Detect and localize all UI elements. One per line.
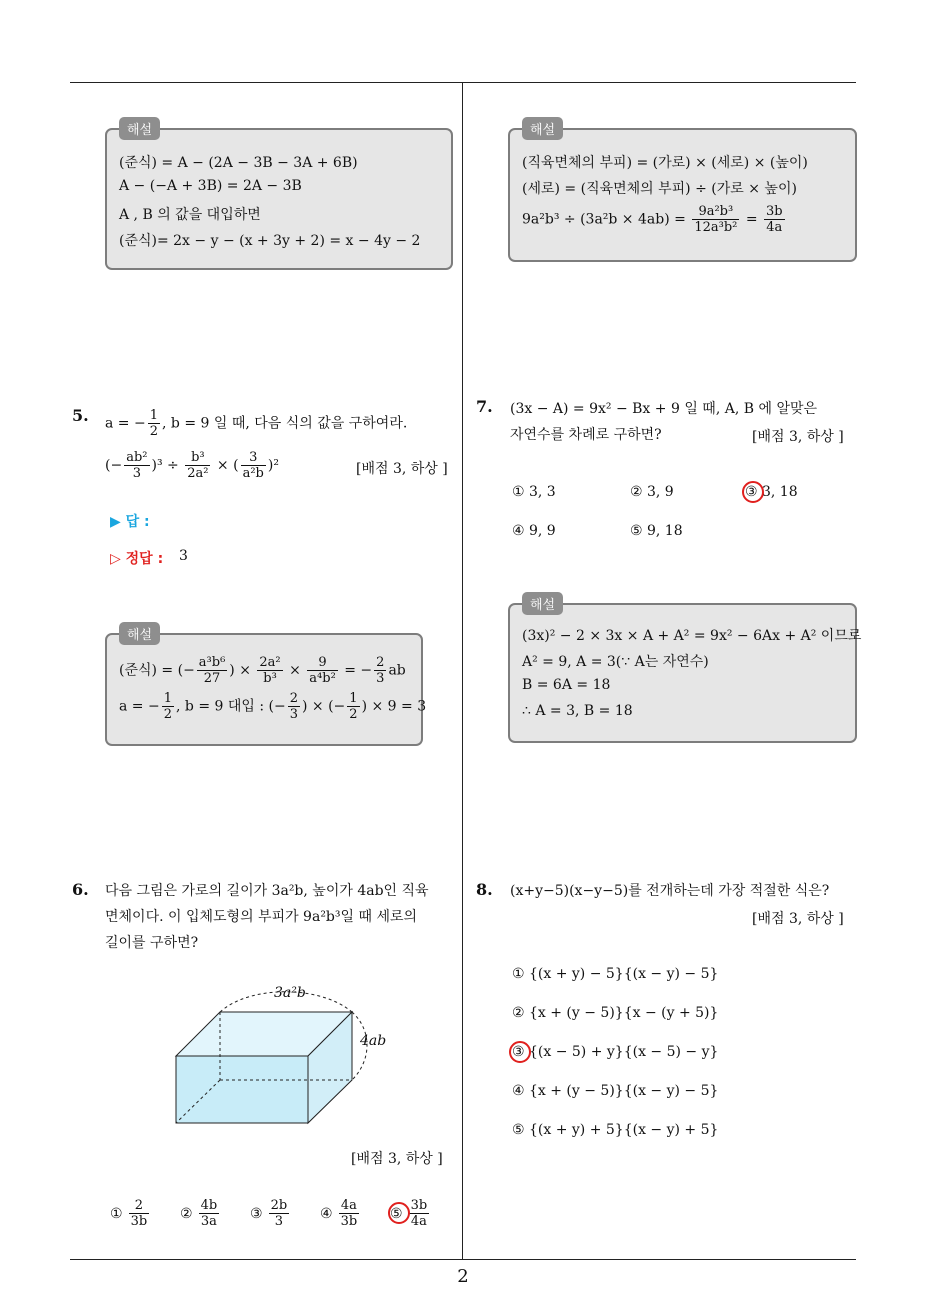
denominator: 2: [163, 707, 172, 722]
question-text: [105, 408, 407, 439]
numerator: 3: [241, 450, 266, 466]
choice-5[interactable]: ⑤ 9, 18: [630, 523, 683, 539]
explanation-line: A , B 의 값을 대입하면: [119, 207, 261, 223]
numerator: 3b: [410, 1198, 428, 1213]
text-part: )³ ÷: [151, 457, 179, 474]
numerator: 4b: [200, 1198, 218, 1213]
denominator: 27: [203, 671, 221, 686]
selected-answer-circle: [388, 1202, 410, 1224]
denominator: 3b: [130, 1214, 148, 1229]
explanation-line: [119, 655, 406, 686]
denominator: b³: [263, 671, 277, 686]
explanation-line: (준식)= 2x − y − (x + 3y + 2) = x − 4y − 2: [119, 233, 421, 249]
correct-answer-value: 3: [179, 548, 188, 564]
prism-width-label: 3a²b: [274, 985, 306, 1001]
explanation-line: A² = 9, A = 3(∵ A는 자연수): [522, 654, 709, 670]
question-expression: [105, 450, 279, 481]
choice-5[interactable]: ⑤ {(x + y) + 5}{(x − y) + 5}: [512, 1122, 719, 1138]
explanation-line: [119, 691, 426, 722]
equals: =: [745, 211, 758, 228]
explanation-box-q7: [508, 598, 862, 743]
fraction: [374, 655, 386, 686]
text-part: × (: [216, 457, 239, 474]
choice-1[interactable]: ① {(x + y) − 5}{(x − y) − 5}: [512, 966, 719, 982]
numerator: b³: [185, 450, 210, 466]
choice-4[interactable]: ④ {x + (y − 5)}{(x − y) − 5}: [512, 1083, 719, 1099]
numerator: a³b⁶: [198, 655, 226, 670]
fraction: [162, 691, 174, 722]
fraction: [692, 204, 739, 235]
text-part: a = −: [119, 698, 160, 715]
choice-4[interactable]: [320, 1198, 361, 1229]
question-text-line: (3x − A) = 9x² − Bx + 9 일 때, A, B 에 알맞은: [510, 401, 818, 417]
question-text-line: (x+y−5)(x−y−5)를 전개하는데 가장 적절한 식은?: [510, 883, 830, 899]
question-text-line: 다음 그림은 가로의 길이가 3a²b, 높이가 4ab인 직육: [105, 883, 429, 899]
score-label: [배점 3, 하상 ]: [356, 461, 448, 477]
choice-3[interactable]: [250, 1198, 291, 1229]
selected-answer-circle: [742, 481, 764, 503]
fraction: [241, 450, 266, 481]
numerator: 1: [349, 691, 358, 706]
prism-height-label: 4ab: [360, 1033, 387, 1049]
question-number: 7.: [476, 397, 493, 416]
denominator: 2: [149, 424, 158, 439]
fraction: [269, 1198, 290, 1229]
text-part: , b = 9 일 때, 다음 식의 값을 구하여라.: [162, 415, 408, 432]
numerator: 9a²b³: [692, 204, 739, 220]
fraction: [409, 1198, 430, 1229]
explanation-line: A − (−A + 3B) = 2A − 3B: [119, 178, 302, 194]
explanation-line: (준식) = A − (2A − 3B − 3A + 6B): [119, 155, 358, 171]
explanation-box-q4-left: [105, 123, 453, 270]
numerator: 1: [149, 408, 158, 423]
choice-1[interactable]: ① 3, 3: [512, 484, 556, 500]
fraction: [339, 1198, 360, 1229]
question-number: 6.: [72, 880, 89, 899]
text-part: (−: [105, 457, 123, 474]
explanation-box-q6-right: [508, 123, 857, 262]
column-divider: [462, 82, 463, 1260]
text-part: ab: [388, 662, 406, 679]
fraction: [347, 691, 359, 722]
fraction: [257, 655, 282, 686]
choice-mark: ③: [250, 1205, 263, 1222]
denominator: 2: [349, 707, 358, 722]
page-number: 2: [457, 1266, 469, 1287]
question-text-line: 자연수를 차례로 구하면?: [510, 427, 662, 443]
question-number: 5.: [72, 406, 89, 425]
text-part: ) × (−: [302, 698, 346, 715]
choice-2[interactable]: [180, 1198, 221, 1229]
fraction: [197, 655, 228, 686]
text-part: ) × 9 = 3: [361, 698, 427, 715]
explanation-tag: 해설: [119, 622, 160, 645]
choice-3[interactable]: ③ 3, 18: [745, 484, 798, 500]
text-part: = −: [344, 662, 373, 679]
numerator: 1: [163, 691, 172, 706]
fraction: [129, 1198, 150, 1229]
top-rule: [70, 82, 856, 83]
denominator: 4a: [766, 220, 783, 235]
fraction: [148, 408, 160, 439]
explanation-box-q5: [105, 628, 427, 746]
denominator: 3: [132, 466, 141, 481]
text-part: ×: [289, 662, 301, 679]
fraction: [199, 1198, 220, 1229]
numerator: ab²: [126, 450, 148, 465]
numerator: 2: [376, 655, 385, 670]
bottom-rule: [70, 1259, 856, 1260]
choice-2[interactable]: ② 3, 9: [630, 484, 674, 500]
correct-answer-label: ▷ 정답 :: [110, 551, 164, 567]
denominator: 3: [274, 1214, 283, 1229]
denominator: 3: [376, 671, 385, 686]
explanation-line: (3x)² − 2 × 3x × A + A² = 9x² − 6Ax + A² 이므로: [522, 628, 862, 644]
choice-4[interactable]: ④ 9, 9: [512, 523, 556, 539]
fraction: [764, 204, 785, 235]
numerator: 2b: [270, 1198, 288, 1213]
denominator: 3b: [340, 1214, 358, 1229]
text-part: , b = 9 대입 : (−: [176, 698, 286, 715]
numerator: 4a: [339, 1198, 360, 1214]
denominator: a²b: [242, 466, 264, 481]
numerator: 9: [307, 655, 338, 671]
explanation-line: B = 6A = 18: [522, 677, 611, 693]
text-part: ) ×: [229, 662, 251, 679]
explanation-line: (직육면체의 부피) = (가로) × (세로) × (높이): [522, 155, 808, 171]
text-part: a = −: [105, 415, 146, 432]
explanation-tag: 해설: [522, 117, 563, 140]
question-text-line: 면체이다. 이 입체도형의 부피가 9a²b³일 때 세로의: [105, 909, 418, 925]
rectangular-prism-figure: [160, 980, 420, 1130]
fraction: [307, 655, 338, 686]
numerator: 3b: [766, 204, 783, 219]
denominator: 3a: [200, 1214, 217, 1229]
choice-mark: ②: [180, 1205, 193, 1222]
score-label: [배점 3, 하상 ]: [351, 1151, 443, 1167]
question-text-line: 길이를 구하면?: [105, 935, 199, 951]
text-part: )²: [267, 457, 279, 474]
answer-label: ▶ 답 :: [110, 514, 150, 530]
denominator: a⁴b²: [309, 671, 336, 686]
explanation-line: ∴ A = 3, B = 18: [522, 703, 633, 719]
choice-1[interactable]: [110, 1198, 151, 1229]
score-label: [배점 3, 하상 ]: [752, 911, 844, 927]
denominator: 4a: [410, 1214, 427, 1229]
fraction: [185, 450, 210, 481]
question-number: 8.: [476, 880, 493, 899]
choice-mark: ④: [320, 1205, 333, 1222]
selected-answer-circle: [509, 1041, 531, 1063]
text-part: (준식) = (−: [119, 662, 195, 679]
score-label: [배점 3, 하상 ]: [752, 429, 844, 445]
denominator: 12a³b²: [694, 220, 738, 235]
choice-2[interactable]: ② {x + (y − 5)}{x − (y + 5)}: [512, 1005, 719, 1021]
denominator: 2a²: [187, 466, 209, 481]
explanation-tag: 해설: [522, 592, 563, 615]
denominator: 3: [289, 707, 298, 722]
numerator: 2: [289, 691, 298, 706]
choice-mark: ①: [110, 1205, 123, 1222]
numerator: 2: [129, 1198, 150, 1214]
fraction: [124, 450, 149, 481]
fraction: [288, 691, 300, 722]
numerator: 2a²: [259, 655, 281, 670]
explanation-tag: 해설: [119, 117, 160, 140]
choice-mark: ⑤: [390, 1205, 403, 1222]
choice-3[interactable]: ③ {(x − 5) + y}{(x − 5) − y}: [512, 1044, 719, 1060]
formula-part: 9a²b³ ÷ (3a²b × 4ab) =: [522, 211, 686, 228]
explanation-line: [522, 204, 787, 235]
explanation-line: (세로) = (직육면체의 부피) ÷ (가로 × 높이): [522, 181, 797, 197]
